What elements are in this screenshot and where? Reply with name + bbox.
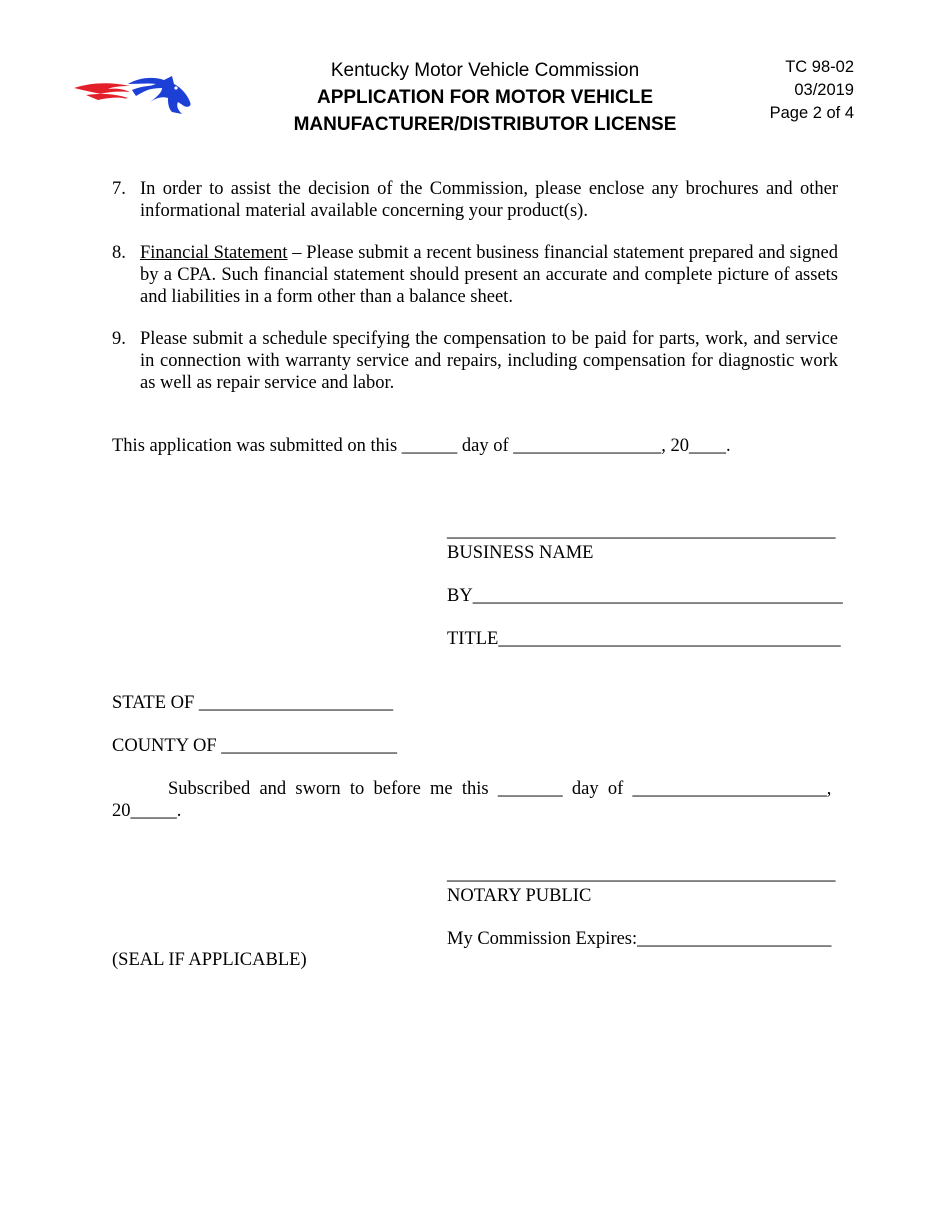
item-number: 8. — [112, 243, 126, 263]
item-number: 9. — [112, 329, 126, 349]
commission-expires-field[interactable]: My Commission Expires:_____________________ — [447, 929, 832, 949]
sworn-statement-line-1[interactable]: Subscribed and sworn to before me this _______ day of _____________________, — [168, 779, 832, 799]
item-heading: Financial Statement — [140, 243, 288, 263]
instruction-item-8 — [112, 242, 838, 308]
notary-signature-field[interactable]: __________________________________________ — [447, 864, 836, 884]
form-title-line-1: APPLICATION FOR MOTOR VEHICLE — [316, 87, 654, 108]
page-number: Page 2 of 4 — [769, 104, 854, 122]
title-field[interactable]: TITLE_____________________________________ — [447, 629, 841, 649]
item-text: Please submit a schedule specifying the compensation to be paid for parts, work, and service in connection with warranty service and repairs, including compensation for diagnostic work as well as repair service and labor. — [140, 329, 838, 393]
item-body: – Please submit a recent business financial statement prepared and signed by a CPA. Such financial statement should present an accurate and complete picture of assets and liabilities in a form other than a balance sheet. — [140, 243, 838, 307]
instruction-item-7 — [112, 178, 838, 222]
submission-date-line[interactable]: This application was submitted on this ______ day of ________________, 20____. — [112, 436, 731, 456]
revision-date: 03/2019 — [794, 81, 854, 99]
by-field[interactable]: BY________________________________________ — [447, 586, 843, 606]
item-number: 7. — [112, 179, 126, 199]
organization-name: Kentucky Motor Vehicle Commission — [330, 60, 640, 81]
form-number: TC 98-02 — [785, 58, 854, 76]
sworn-statement-line-2[interactable]: 20_____. — [112, 801, 182, 821]
kmvc-logo-icon — [72, 74, 196, 116]
county-of-field[interactable]: COUNTY OF ___________________ — [112, 736, 398, 756]
business-name-label: BUSINESS NAME — [447, 543, 594, 563]
state-of-field[interactable]: STATE OF _____________________ — [112, 693, 394, 713]
seal-label: (SEAL IF APPLICABLE) — [112, 950, 307, 970]
form-info — [770, 56, 854, 125]
item-text — [140, 242, 838, 308]
business-name-field[interactable]: __________________________________________ — [447, 521, 836, 541]
form-title-line-2: MANUFACTURER/DISTRIBUTOR LICENSE — [293, 114, 677, 135]
notary-public-label: NOTARY PUBLIC — [447, 886, 592, 906]
document-header — [250, 57, 720, 138]
item-text: In order to assist the decision of the Commission, please enclose any brochures and other informational material available concerning your product(s). — [140, 179, 838, 221]
instruction-item-9 — [112, 328, 838, 394]
